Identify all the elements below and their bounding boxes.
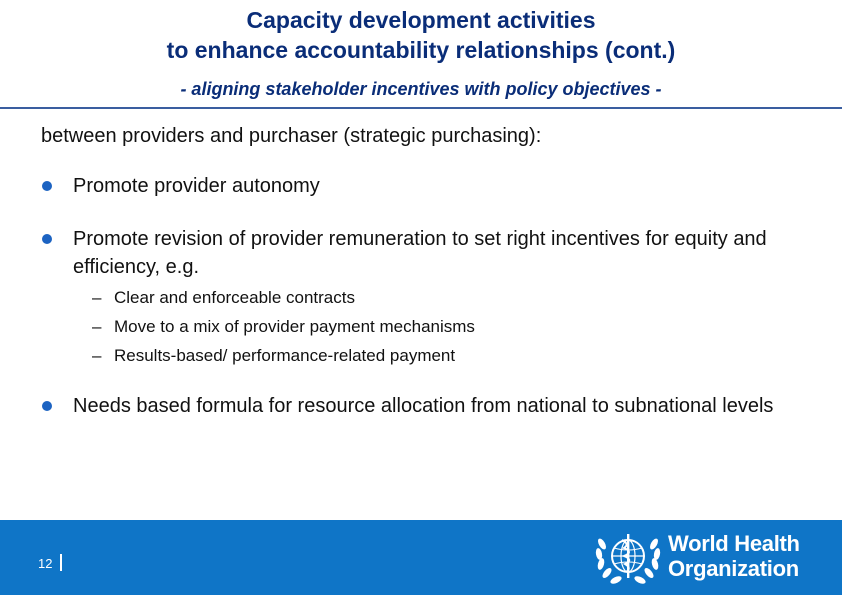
bullet-dot-icon (42, 401, 52, 411)
slide-subtitle: - aligning stakeholder incentives with policy objectives - (180, 79, 662, 99)
bullet-dot-icon (42, 234, 52, 244)
page-number: 12 (38, 556, 53, 571)
footer-bar (0, 520, 842, 595)
page-separator (60, 554, 62, 571)
dash-marker: – (92, 288, 102, 307)
org-name-line-2: Organization (668, 556, 799, 581)
sub-bullet-text: Clear and enforceable contracts (114, 288, 355, 307)
bullet-text: Promote provider autonomy (73, 175, 320, 197)
who-emblem-icon (592, 526, 664, 590)
sub-bullet-text: Results-based/ performance-related payment (114, 346, 456, 365)
org-name-line-1: World Health (668, 531, 800, 556)
bullet-text: Needs based formula for resource allocation from national to subnational levels (73, 395, 774, 417)
bullet-dot-icon (42, 181, 52, 191)
bullet-text: Promote revision of provider remuneration to set right incentives for equity and efficiency, e.g. (73, 228, 767, 278)
intro-text: between providers and purchaser (strategic purchasing): (41, 125, 542, 147)
slide-title-line-1: Capacity development activities (246, 7, 596, 33)
title-divider (0, 107, 842, 109)
slide-title-line-2: to enhance accountability relationships (cont.) (166, 37, 676, 63)
dash-marker: – (92, 317, 102, 336)
sub-bullet-text: Move to a mix of provider payment mechanisms (114, 317, 475, 336)
organization-name (668, 531, 800, 581)
dash-marker: – (92, 346, 102, 365)
